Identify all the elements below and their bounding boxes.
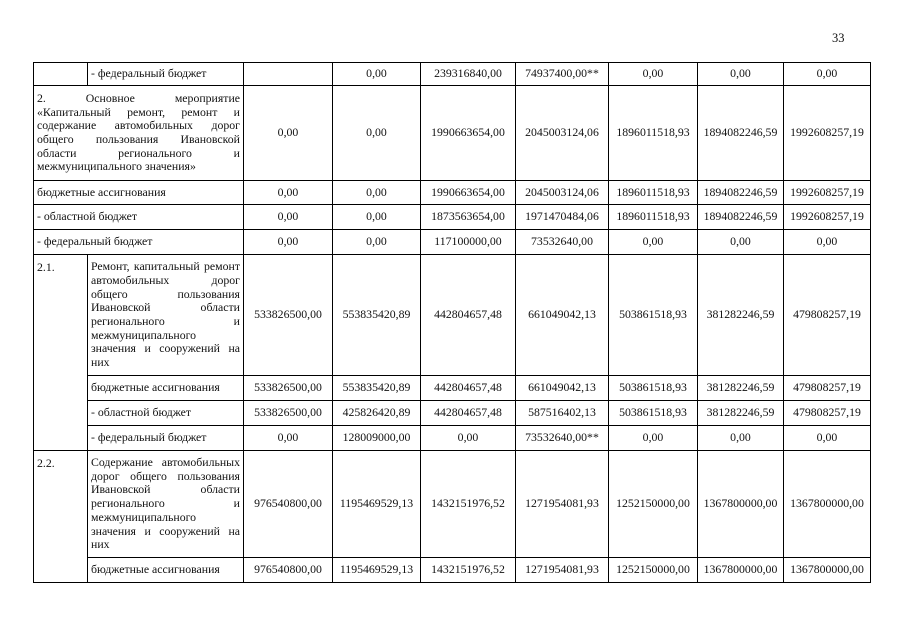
- value-cell: 1896011518,93: [609, 181, 698, 205]
- item-number: 2.1.: [34, 255, 88, 451]
- row-label: бюджетные ассигнования: [88, 376, 244, 401]
- value-cell: 1894082246,59: [698, 86, 784, 181]
- item-description: [88, 451, 244, 558]
- activity-description: [34, 86, 244, 181]
- value-cell: 73532640,00: [516, 230, 609, 255]
- table-row: [34, 63, 871, 86]
- description-line: области регионального и: [37, 145, 240, 160]
- value-cell: 1992608257,19: [784, 86, 871, 181]
- value-cell: 1992608257,19: [784, 205, 871, 230]
- value-cell: 0,00: [333, 86, 421, 181]
- value-cell: 1252150000,00: [609, 451, 698, 558]
- item-number: 2.2.: [34, 451, 88, 583]
- value-cell: 976540800,00: [244, 558, 333, 583]
- value-cell: 1992608257,19: [784, 181, 871, 205]
- value-cell: 381282246,59: [698, 401, 784, 426]
- value-cell: 73532640,00**: [516, 426, 609, 451]
- table-row: [34, 181, 871, 205]
- value-cell: 479808257,19: [784, 255, 871, 376]
- row-label: бюджетные ассигнования: [34, 181, 244, 205]
- description-line: Ремонт, капитальный ремонт: [91, 259, 240, 274]
- budget-table: [33, 62, 871, 583]
- value-cell: 0,00: [609, 63, 698, 86]
- value-cell: 239316840,00: [421, 63, 516, 86]
- table-row: [34, 451, 871, 558]
- description-line: содержание автомобильных дорог: [37, 118, 240, 133]
- row-label: - федеральный бюджет: [88, 426, 244, 451]
- description-line: «Капитальный ремонт, ремонт и: [37, 104, 240, 119]
- value-cell: 1195469529,13: [333, 558, 421, 583]
- value-cell: 0,00: [698, 426, 784, 451]
- description-line: общего пользования Ивановской: [37, 132, 240, 146]
- row-label: - федеральный бюджет: [34, 230, 244, 255]
- description-line: значения и сооружений на: [91, 523, 240, 538]
- description-line: них: [91, 537, 110, 552]
- description-line: Ивановской области: [91, 300, 240, 315]
- value-cell: 381282246,59: [698, 376, 784, 401]
- value-cell: 1271954081,93: [516, 451, 609, 558]
- value-cell: 503861518,93: [609, 376, 698, 401]
- table-row: [34, 205, 871, 230]
- value-cell: 0,00: [784, 426, 871, 451]
- value-cell: 479808257,19: [784, 401, 871, 426]
- value-cell: 503861518,93: [609, 255, 698, 376]
- value-cell: 0,00: [698, 230, 784, 255]
- value-cell: 0,00: [244, 181, 333, 205]
- value-cell: 2045003124,06: [516, 86, 609, 181]
- value-cell: 1971470484,06: [516, 205, 609, 230]
- value-cell: 0,00: [333, 63, 421, 86]
- value-cell: 1873563654,00: [421, 205, 516, 230]
- value-cell: 503861518,93: [609, 401, 698, 426]
- value-cell: 0,00: [421, 426, 516, 451]
- value-cell: 479808257,19: [784, 376, 871, 401]
- value-cell: 0,00: [784, 230, 871, 255]
- row-label: - областной бюджет: [88, 401, 244, 426]
- table-row: [34, 558, 871, 583]
- value-cell: 587516402,13: [516, 401, 609, 426]
- value-cell: 0,00: [609, 230, 698, 255]
- description-line: Содержание автомобильных: [91, 455, 240, 470]
- value-cell: 442804657,48: [421, 401, 516, 426]
- table-row: [34, 426, 871, 451]
- page-number: 33: [832, 31, 845, 45]
- row-label: бюджетные ассигнования: [88, 558, 244, 583]
- value-cell: 533826500,00: [244, 255, 333, 376]
- value-cell: 0,00: [784, 63, 871, 86]
- value-cell: 1896011518,93: [609, 205, 698, 230]
- value-cell: 128009000,00: [333, 426, 421, 451]
- value-cell: 0,00: [333, 205, 421, 230]
- description-line: них: [91, 355, 110, 370]
- value-cell: [244, 63, 333, 86]
- value-cell: 661049042,13: [516, 376, 609, 401]
- table-row: [34, 86, 871, 181]
- value-cell: 0,00: [333, 230, 421, 255]
- description-line: межмуниципального значения»: [37, 159, 196, 174]
- value-cell: 2045003124,06: [516, 181, 609, 205]
- value-cell: 381282246,59: [698, 255, 784, 376]
- description-line: 2. Основное мероприятие: [37, 90, 240, 105]
- description-line: регионального и: [91, 314, 240, 328]
- value-cell: 1367800000,00: [784, 451, 871, 558]
- value-cell: 0,00: [244, 86, 333, 181]
- value-cell: 553835420,89: [333, 376, 421, 401]
- table-row: [34, 376, 871, 401]
- value-cell: 0,00: [609, 426, 698, 451]
- description-line: значения и сооружений на: [91, 341, 240, 356]
- value-cell: 0,00: [244, 426, 333, 451]
- description-line: автомобильных дорог: [91, 272, 240, 287]
- value-cell: 0,00: [244, 205, 333, 230]
- value-cell: 117100000,00: [421, 230, 516, 255]
- value-cell: 533826500,00: [244, 376, 333, 401]
- item-number-cell: [34, 63, 88, 86]
- value-cell: 1894082246,59: [698, 205, 784, 230]
- value-cell: 442804657,48: [421, 255, 516, 376]
- value-cell: 1990663654,00: [421, 86, 516, 181]
- description-line: регионального и: [91, 496, 240, 511]
- value-cell: 1367800000,00: [698, 558, 784, 583]
- value-cell: 0,00: [244, 230, 333, 255]
- value-cell: 553835420,89: [333, 255, 421, 376]
- table-row: [34, 401, 871, 426]
- value-cell: 1894082246,59: [698, 181, 784, 205]
- value-cell: 533826500,00: [244, 401, 333, 426]
- value-cell: 1990663654,00: [421, 181, 516, 205]
- value-cell: 74937400,00**: [516, 63, 609, 86]
- value-cell: 1367800000,00: [784, 558, 871, 583]
- value-cell: 661049042,13: [516, 255, 609, 376]
- value-cell: 1432151976,52: [421, 451, 516, 558]
- table-row: [34, 255, 871, 376]
- value-cell: 1271954081,93: [516, 558, 609, 583]
- value-cell: 1367800000,00: [698, 451, 784, 558]
- item-description: [88, 255, 244, 376]
- row-label: - областной бюджет: [34, 205, 244, 230]
- value-cell: 1252150000,00: [609, 558, 698, 583]
- value-cell: 0,00: [698, 63, 784, 86]
- description-line: Ивановской области: [91, 482, 240, 497]
- value-cell: 1195469529,13: [333, 451, 421, 558]
- value-cell: 442804657,48: [421, 376, 516, 401]
- description-line: дорог общего пользования: [91, 468, 240, 483]
- table-row: [34, 230, 871, 255]
- description-line: межмуниципального: [91, 509, 197, 524]
- description-line: межмуниципального: [91, 327, 197, 342]
- value-cell: 1432151976,52: [421, 558, 516, 583]
- row-label: - федеральный бюджет: [88, 63, 244, 86]
- value-cell: 976540800,00: [244, 451, 333, 558]
- value-cell: 0,00: [333, 181, 421, 205]
- value-cell: 425826420,89: [333, 401, 421, 426]
- description-line: общего пользования: [91, 286, 240, 301]
- value-cell: 1896011518,93: [609, 86, 698, 181]
